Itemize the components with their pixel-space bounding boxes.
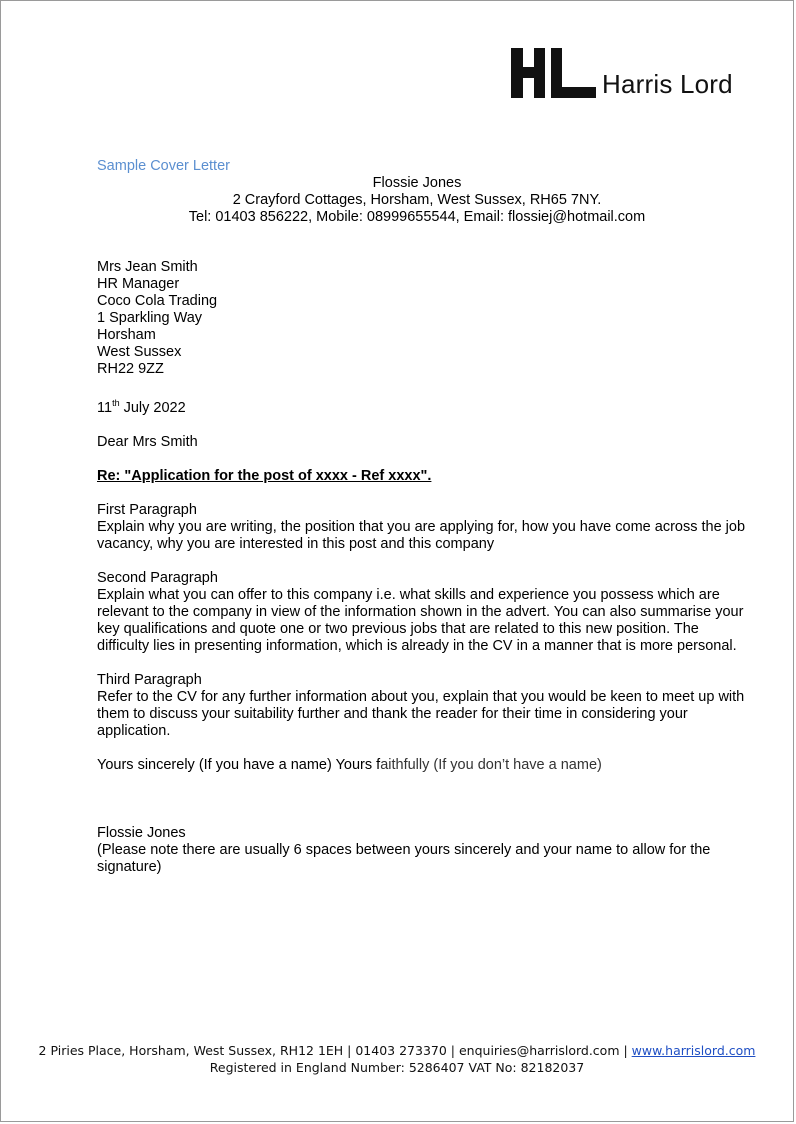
sender-name: Flossie Jones	[372, 175, 462, 191]
paragraph-text: Refer to the CV for any further information about you, explain that you would be keen to meet up with them to discuss your suitability further and thank the reader for their time in considering your application.	[97, 688, 745, 739]
doc-label: Sample Cover Letter	[97, 158, 230, 174]
paragraph-third	[97, 672, 747, 740]
paragraph-heading: First Paragraph	[97, 501, 197, 518]
sender-contact: Tel: 01403 856222, Mobile: 08999655544, Email: flossiej@hotmail.com	[188, 209, 646, 225]
sender-address: 2 Crayford Cottages, Horsham, West Sussex, RH65 7NY.	[232, 192, 602, 208]
letter-body	[97, 259, 747, 876]
recipient-line: West Sussex	[97, 344, 182, 360]
website-link[interactable]: www.harrislord.com	[631, 1043, 756, 1058]
company-footer	[1, 1042, 793, 1076]
recipient-line: Horsham	[97, 327, 156, 343]
logo-brand-text: Harris Lord	[602, 69, 733, 99]
paragraph-second	[97, 570, 747, 655]
paragraph-heading: Third Paragraph	[97, 671, 202, 688]
letter-date: 11th July 2022	[97, 398, 186, 416]
hl-logo-icon	[511, 48, 596, 98]
paragraph-first	[97, 502, 747, 553]
recipient-line: 1 Sparkling Way	[97, 310, 203, 326]
recipient-line: RH22 9ZZ	[97, 361, 164, 377]
signature-name: Flossie Jones	[97, 824, 186, 841]
closing-line: Yours sincerely (If you have a name) Yours faithfully (If you don’t have a name)	[97, 756, 602, 773]
sender-block	[97, 175, 737, 226]
recipient-line: Mrs Jean Smith	[97, 259, 198, 275]
footer-registration: Registered in England Number: 5286407 VAT No: 82182037	[209, 1060, 585, 1075]
paragraph-heading: Second Paragraph	[97, 569, 218, 586]
footer-address-line: 2 Piries Place, Horsham, West Sussex, RH12 1EH | 01403 273370 | enquiries@harrislord.com | www.harrislord.com	[38, 1043, 756, 1058]
signature-note: (Please note there are usually 6 spaces between yours sincerely and your name to allow for the signature)	[97, 841, 711, 875]
recipient-line: HR Manager	[97, 276, 180, 292]
recipient-line: Coco Cola Trading	[97, 293, 218, 309]
harris-lord-logo	[511, 48, 733, 98]
recipient-block	[97, 259, 747, 378]
salutation: Dear Mrs Smith	[97, 433, 198, 450]
subject-line: Re: "Application for the post of xxxx - Ref xxxx".	[97, 467, 432, 484]
paragraph-text: Explain why you are writing, the position that you are applying for, how you have come across the job vacancy, why you are interested in this post and this company	[97, 518, 746, 552]
paragraph-text: Explain what you can offer to this company i.e. what skills and experience you possess which are relevant to the company in view of the information shown in the advert. You can also summarise your key qualifications and quote one or two previous jobs that are related to this new position. The difficulty lies in presenting information, which is already in the CV in a manner that is more personal.	[97, 586, 744, 654]
